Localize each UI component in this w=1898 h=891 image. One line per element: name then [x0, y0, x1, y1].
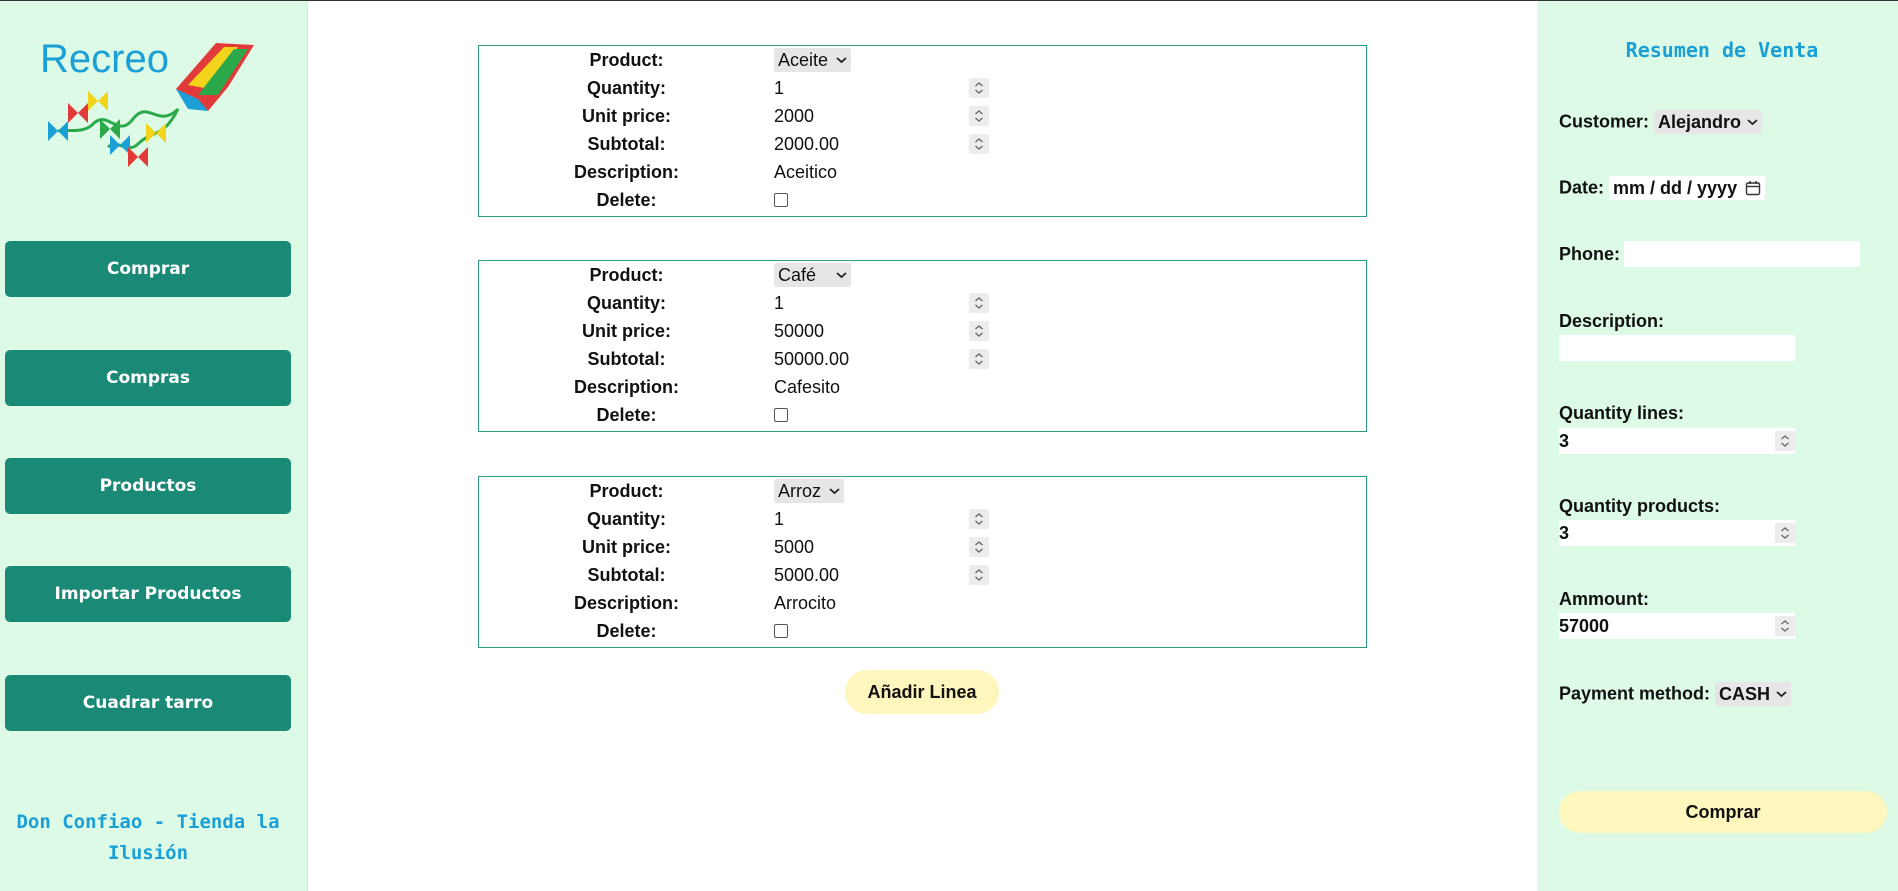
subtotal-row	[479, 345, 1366, 373]
sale-line-3	[478, 476, 1367, 648]
chevron-down-icon	[836, 56, 847, 64]
amount-value: 57000	[1559, 616, 1610, 636]
store-name-line2: Ilusión	[107, 842, 189, 864]
unit-price-row	[479, 317, 1366, 345]
quantity-input[interactable]: 1	[774, 509, 785, 529]
unit-price-label: Unit price:	[581, 537, 671, 557]
unit-price-input[interactable]: 5000	[774, 537, 815, 557]
quantity-row	[479, 505, 1366, 533]
product-row	[479, 46, 1366, 74]
unit-price-label: Unit price:	[581, 106, 671, 126]
subtotal-label: Subtotal:	[587, 565, 666, 585]
amount-label: Ammount:	[1559, 589, 1649, 609]
nav-importar-productos-button[interactable]: Importar Productos	[5, 566, 291, 622]
quantity-lines-input[interactable]	[1559, 428, 1795, 454]
quantity-products-input[interactable]	[1559, 520, 1795, 546]
summary-title: Resumen de Venta	[1625, 38, 1819, 62]
product-label: Product:	[589, 265, 664, 285]
sale-summary-panel	[1537, 1, 1898, 891]
quantity-label: Quantity:	[587, 509, 666, 529]
unit-price-spinner-icon[interactable]	[969, 106, 989, 126]
description-row	[479, 373, 1366, 401]
subtotal-spinner-icon[interactable]	[969, 349, 989, 369]
subtotal-input[interactable]: 5000.00	[774, 565, 840, 585]
delete-label: Delete:	[596, 405, 657, 425]
description-row	[479, 158, 1366, 186]
amount-input[interactable]	[1559, 613, 1795, 639]
recreo-logo	[38, 39, 260, 169]
delete-row	[479, 401, 1366, 429]
customer-select[interactable]	[1654, 110, 1762, 134]
date-input[interactable]	[1609, 176, 1765, 200]
quantity-input[interactable]: 1	[774, 293, 785, 313]
store-name	[0, 807, 296, 869]
payment-method-select[interactable]	[1715, 682, 1791, 706]
payment-method-label: Payment method:	[1559, 683, 1711, 704]
description-input[interactable]	[1559, 335, 1795, 361]
subtotal-spinner-icon[interactable]	[969, 565, 989, 585]
quantity-label: Quantity:	[587, 293, 666, 313]
delete-checkbox[interactable]	[774, 193, 788, 207]
delete-row	[479, 617, 1366, 645]
quantity-lines-spinner-icon[interactable]	[1775, 431, 1795, 451]
description-label: Description:	[573, 162, 679, 182]
unit-price-row	[479, 533, 1366, 561]
description-label: Description:	[573, 593, 679, 613]
kite-logo-icon	[38, 39, 260, 169]
quantity-row	[479, 289, 1366, 317]
description-input[interactable]: Arrocito	[774, 593, 837, 613]
nav-compras-button[interactable]: Compras	[5, 350, 291, 406]
phone-input[interactable]	[1624, 241, 1860, 267]
product-select[interactable]	[774, 46, 851, 74]
comprar-submit-button[interactable]: Comprar	[1559, 791, 1887, 833]
nav-productos-button[interactable]: Productos	[5, 458, 291, 514]
nav-comprar-button[interactable]: Comprar	[5, 241, 291, 297]
chevron-down-icon	[1747, 118, 1758, 126]
unit-price-row	[479, 102, 1366, 130]
calendar-icon[interactable]	[1745, 180, 1761, 196]
product-select-value: Café	[778, 265, 817, 285]
date-placeholder: mm / dd / yyyy	[1613, 177, 1738, 198]
quantity-spinner-icon[interactable]	[969, 509, 989, 529]
delete-label: Delete:	[596, 190, 657, 210]
quantity-products-value: 3	[1559, 523, 1570, 543]
add-line-button[interactable]: Añadir Linea	[845, 670, 999, 714]
quantity-lines-value: 3	[1559, 431, 1570, 451]
description-label: Description:	[1559, 311, 1665, 331]
unit-price-label: Unit price:	[581, 321, 671, 341]
product-label: Product:	[589, 481, 664, 501]
description-input[interactable]: Aceitico	[774, 162, 838, 182]
delete-label: Delete:	[596, 621, 657, 641]
product-row	[479, 261, 1366, 289]
subtotal-input[interactable]: 2000.00	[774, 134, 840, 154]
amount-spinner-icon[interactable]	[1775, 616, 1795, 636]
svg-text:Recreo: Recreo	[40, 39, 169, 81]
product-select-value: Arroz	[778, 481, 822, 501]
unit-price-spinner-icon[interactable]	[969, 321, 989, 341]
chevron-down-icon	[1776, 690, 1787, 698]
phone-label: Phone:	[1559, 244, 1620, 264]
subtotal-row	[479, 130, 1366, 158]
quantity-input[interactable]: 1	[774, 78, 785, 98]
quantity-label: Quantity:	[587, 78, 666, 98]
nav-cuadrar-tarro-button[interactable]: Cuadrar tarro	[5, 675, 291, 731]
subtotal-label: Subtotal:	[587, 134, 666, 154]
delete-checkbox[interactable]	[774, 408, 788, 422]
date-field	[1559, 176, 1765, 200]
product-label: Product:	[589, 50, 664, 70]
quantity-lines-label: Quantity lines:	[1559, 403, 1685, 423]
customer-select-value: Alejandro	[1658, 111, 1742, 132]
chevron-down-icon	[836, 271, 847, 279]
subtotal-row	[479, 561, 1366, 589]
subtotal-spinner-icon[interactable]	[969, 134, 989, 154]
quantity-products-spinner-icon[interactable]	[1775, 523, 1795, 543]
product-select[interactable]	[774, 261, 851, 289]
description-row	[479, 589, 1366, 617]
delete-row	[479, 186, 1366, 214]
customer-field	[1559, 110, 1762, 134]
quantity-products-label: Quantity products:	[1559, 496, 1720, 516]
subtotal-label: Subtotal:	[587, 349, 666, 369]
payment-method-field	[1559, 682, 1791, 706]
description-label: Description:	[573, 377, 679, 397]
product-select[interactable]	[774, 477, 844, 505]
chevron-down-icon	[829, 487, 840, 495]
quantity-row	[479, 74, 1366, 102]
payment-method-value: CASH	[1719, 683, 1771, 704]
left-sidebar	[0, 1, 308, 891]
store-name-line1: Don Confiao - Tienda la	[16, 811, 280, 833]
quantity-spinner-icon[interactable]	[969, 78, 989, 98]
product-select-value: Aceite	[778, 50, 829, 70]
unit-price-input[interactable]: 2000	[774, 106, 815, 126]
sale-line-2	[478, 260, 1367, 432]
date-label: Date:	[1559, 177, 1605, 198]
unit-price-input[interactable]: 50000	[774, 321, 825, 341]
quantity-spinner-icon[interactable]	[969, 293, 989, 313]
unit-price-spinner-icon[interactable]	[969, 537, 989, 557]
sale-line-1	[478, 45, 1367, 217]
delete-checkbox[interactable]	[774, 624, 788, 638]
subtotal-input[interactable]: 50000.00	[774, 349, 850, 369]
product-row	[479, 477, 1366, 505]
customer-label: Customer:	[1559, 111, 1650, 132]
description-input[interactable]: Cafesito	[774, 377, 841, 397]
